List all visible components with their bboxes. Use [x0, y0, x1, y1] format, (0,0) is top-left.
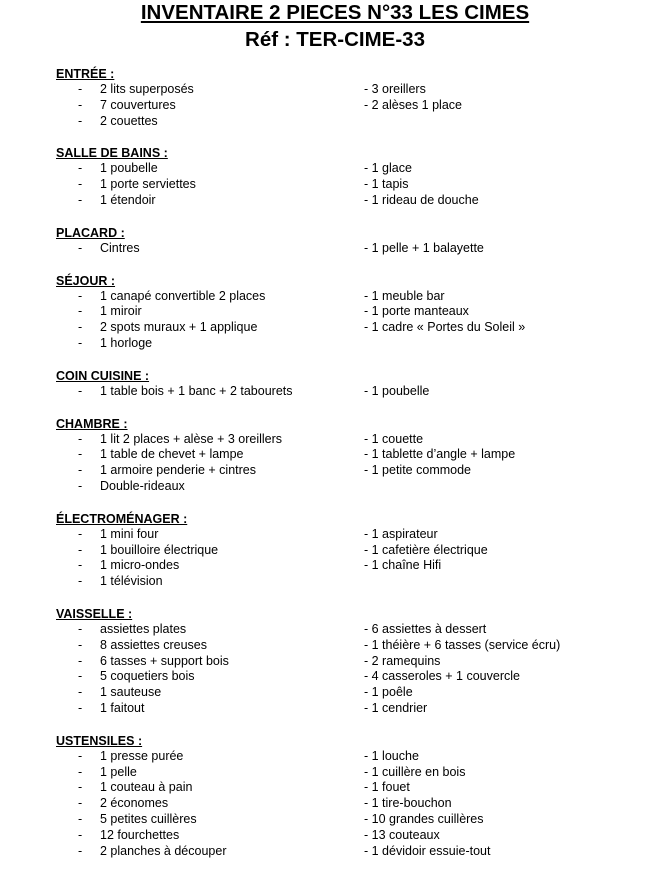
item-right: - 1 fouet [364, 780, 410, 795]
inventory-row [0, 161, 670, 177]
inventory-section [0, 273, 670, 352]
item-left: 5 coquetiers bois [100, 669, 195, 684]
inventory-row [0, 177, 670, 193]
inventory-row [0, 622, 670, 638]
item-left: 1 sauteuse [100, 685, 162, 700]
item-right: - 6 assiettes à dessert [364, 621, 487, 636]
item-left: 1 mini four [100, 526, 159, 541]
inventory-row [0, 638, 670, 654]
inventory-section [0, 511, 670, 590]
bullet-dash: - [78, 780, 83, 795]
item-right: - 13 couteaux [364, 827, 440, 842]
item-left: 6 tasses + support bois [100, 653, 229, 668]
inventory-row [0, 669, 670, 685]
item-left: 1 presse purée [100, 748, 184, 763]
inventory-row [0, 82, 670, 98]
inventory-row [0, 289, 670, 305]
inventory-row [0, 384, 670, 400]
item-left: 8 assiettes creuses [100, 637, 207, 652]
inventory-row [0, 765, 670, 781]
item-right: - 4 casseroles + 1 couvercle [364, 669, 520, 684]
item-left: 1 pelle [100, 764, 137, 779]
item-right: - 1 dévidoir essuie-tout [364, 843, 491, 858]
inventory-row [0, 558, 670, 574]
bullet-dash: - [78, 669, 83, 684]
bullet-dash: - [78, 700, 83, 715]
bullet-dash: - [78, 320, 83, 335]
item-left: 1 table bois + 1 banc + 2 tabourets [100, 383, 293, 398]
item-right: - 1 meuble bar [364, 288, 445, 303]
section-heading: PLACARD : [56, 225, 125, 240]
item-right: - 1 poubelle [364, 383, 430, 398]
item-right: - 1 cendrier [364, 700, 428, 715]
item-left: 1 canapé convertible 2 places [100, 288, 266, 303]
bullet-dash: - [78, 431, 83, 446]
bullet-dash: - [78, 192, 83, 207]
inventory-row [0, 574, 670, 590]
bullet-dash: - [78, 843, 83, 858]
bullet-dash: - [78, 177, 83, 192]
bullet-dash: - [78, 811, 83, 826]
inventory-row [0, 828, 670, 844]
bullet-dash: - [78, 526, 83, 541]
section-heading: VAISSELLE : [56, 606, 133, 621]
bullet-dash: - [78, 82, 83, 96]
inventory-row [0, 749, 670, 765]
item-left: 1 table de chevet + lampe [100, 447, 244, 462]
bullet-dash: - [78, 764, 83, 779]
inventory-section [0, 145, 670, 208]
reference-code: Réf : TER-CIME-33 [245, 28, 425, 51]
item-right: - 1 aspirateur [364, 526, 438, 541]
inventory-row [0, 447, 670, 463]
bullet-dash: - [78, 653, 83, 668]
bullet-dash: - [78, 383, 83, 398]
bullet-dash: - [78, 97, 83, 112]
inventory-row [0, 527, 670, 543]
item-left: 2 planches à découper [100, 843, 227, 858]
inventory-row [0, 812, 670, 828]
bullet-dash: - [78, 542, 83, 557]
item-right: - 2 alèses 1 place [364, 97, 462, 112]
item-left: 2 spots muraux + 1 applique [100, 320, 258, 335]
item-left: 1 porte serviettes [100, 177, 196, 192]
inventory-row [0, 685, 670, 701]
item-right: - 1 glace [364, 161, 412, 176]
item-left: Double-rideaux [100, 478, 185, 493]
item-right: - 1 tire-bouchon [364, 796, 452, 811]
item-right: - 1 porte manteaux [364, 304, 469, 319]
item-left: 1 faitout [100, 700, 145, 715]
section-heading: ÉLECTROMÉNAGER : [56, 511, 188, 526]
inventory-row [0, 780, 670, 796]
inventory-row [0, 796, 670, 812]
item-right: - 1 poêle [364, 685, 413, 700]
item-left: 2 couettes [100, 113, 158, 128]
item-right: - 1 cuillère en bois [364, 764, 466, 779]
section-heading: USTENSILES : [56, 733, 143, 748]
inventory-row [0, 241, 670, 257]
inventory-row [0, 654, 670, 670]
bullet-dash: - [78, 478, 83, 493]
item-left: 5 petites cuillères [100, 811, 197, 826]
item-right: - 10 grandes cuillères [364, 811, 484, 826]
section-heading: ENTRÉE : [56, 67, 115, 81]
bullet-dash: - [78, 240, 83, 255]
item-right: - 1 rideau de douche [364, 192, 479, 207]
bullet-dash: - [78, 827, 83, 842]
inventory-row [0, 543, 670, 559]
inventory-section [0, 66, 670, 129]
inventory-section [0, 606, 670, 717]
item-left: 12 fourchettes [100, 827, 180, 842]
section-heading: SÉJOUR : [56, 273, 116, 288]
bullet-dash: - [78, 637, 83, 652]
inventory-row [0, 320, 670, 336]
inventory-row [0, 98, 670, 114]
item-left: 7 couvertures [100, 97, 176, 112]
section-heading: CHAMBRE : [56, 416, 128, 431]
item-left: 1 horloge [100, 335, 153, 350]
item-right: - 1 petite commode [364, 463, 471, 478]
item-left: 1 armoire penderie + cintres [100, 463, 256, 478]
item-left: 1 poubelle [100, 161, 158, 176]
bullet-dash: - [78, 574, 83, 589]
inventory-section [0, 416, 670, 495]
section-heading: COIN CUISINE : [56, 368, 150, 383]
bullet-dash: - [78, 113, 83, 128]
page-title: INVENTAIRE 2 PIECES N°33 LES CIMES [140, 1, 530, 24]
item-left: 1 couteau à pain [100, 780, 193, 795]
item-right: - 1 couette [364, 431, 424, 446]
item-left: 1 étendoir [100, 192, 156, 207]
inventory-section [0, 368, 670, 400]
item-left: 1 micro-ondes [100, 558, 180, 573]
inventory-section [0, 225, 670, 257]
item-right: - 1 cadre « Portes du Soleil » [364, 320, 526, 335]
bullet-dash: - [78, 685, 83, 700]
bullet-dash: - [78, 304, 83, 319]
item-left: Cintres [100, 240, 140, 255]
bullet-dash: - [78, 463, 83, 478]
section-heading: SALLE DE BAINS : [56, 146, 168, 161]
item-left: assiettes plates [100, 621, 187, 636]
bullet-dash: - [78, 748, 83, 763]
inventory-row [0, 463, 670, 479]
inventory-list [0, 66, 670, 875]
item-right: - 1 chaîne Hifi [364, 558, 442, 573]
item-right: - 1 tablette d’angle + lampe [364, 447, 516, 462]
item-right: - 1 pelle + 1 balayette [364, 240, 484, 255]
inventory-row [0, 701, 670, 717]
item-right: - 3 oreillers [364, 82, 426, 96]
bullet-dash: - [78, 558, 83, 573]
inventory-row [0, 432, 670, 448]
inventory-row [0, 114, 670, 130]
item-right: - 1 tapis [364, 177, 409, 192]
inventory-row [0, 304, 670, 320]
item-right: - 1 cafetière électrique [364, 542, 488, 557]
inventory-row [0, 336, 670, 352]
item-left: 1 miroir [100, 304, 142, 319]
inventory-section [0, 733, 670, 860]
item-left: 1 télévision [100, 574, 163, 589]
item-right: - 1 louche [364, 748, 419, 763]
item-right: - 2 ramequins [364, 653, 441, 668]
bullet-dash: - [78, 335, 83, 350]
inventory-row [0, 193, 670, 209]
item-left: 2 lits superposés [100, 82, 194, 96]
item-left: 1 lit 2 places + alèse + 3 oreillers [100, 431, 283, 446]
bullet-dash: - [78, 447, 83, 462]
item-left: 1 bouilloire électrique [100, 542, 219, 557]
item-left: 2 économes [100, 796, 169, 811]
bullet-dash: - [78, 621, 83, 636]
bullet-dash: - [78, 796, 83, 811]
item-right: - 1 théière + 6 tasses (service écru) [364, 637, 561, 652]
bullet-dash: - [78, 161, 83, 176]
inventory-row [0, 479, 670, 495]
bullet-dash: - [78, 288, 83, 303]
